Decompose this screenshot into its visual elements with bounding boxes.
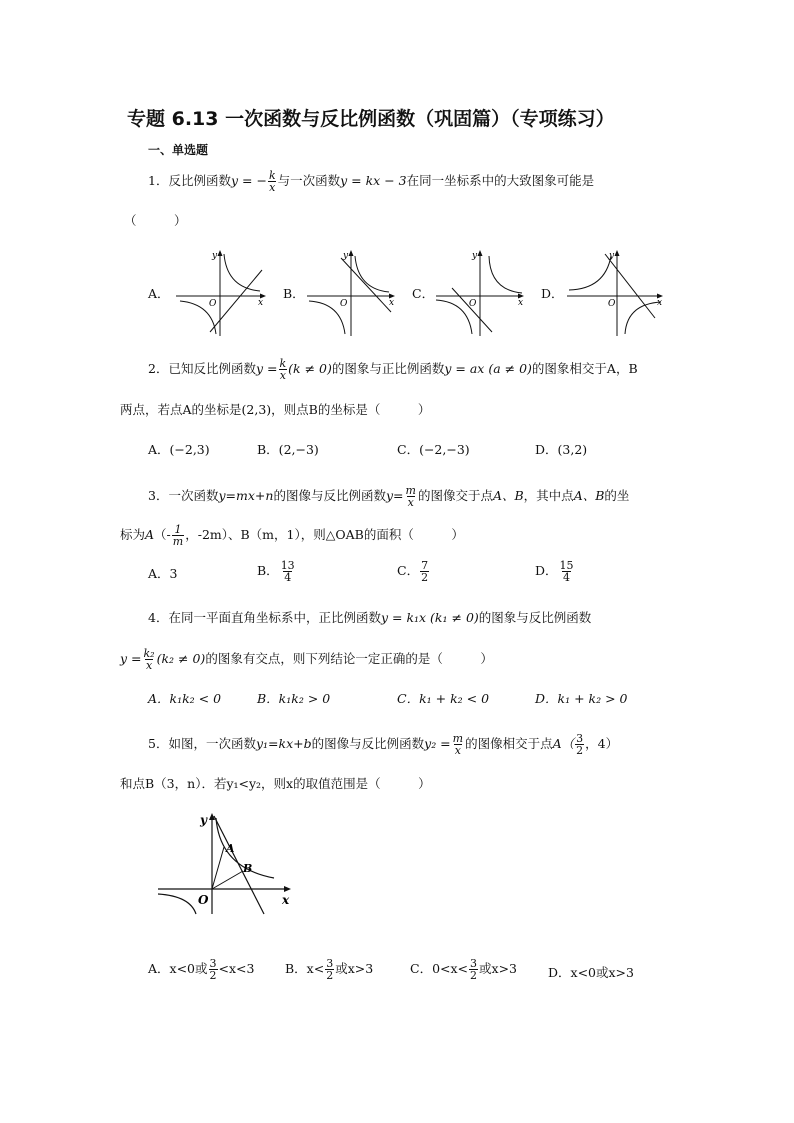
q4-option-c: C．k₁ + k₂ < 0 (397, 691, 490, 706)
q1-option-d-label: D． (541, 286, 564, 301)
fraction: $\frac{1}{m}$ (172, 523, 184, 548)
q1-option-b-label: B． (283, 286, 305, 301)
fraction: $\frac{3}{2}$ (209, 957, 217, 982)
q1-graph-d (565, 246, 669, 338)
axis-x-label: x (657, 298, 663, 308)
axis-y-label: y (472, 251, 478, 261)
origin-label: O (209, 299, 217, 309)
fraction: $\frac{3}{2}$ (326, 957, 334, 982)
fraction: $\frac{3}{2}$ (470, 957, 478, 982)
q1-option-c-label: C． (412, 286, 435, 301)
fraction: $\frac{7}{2}$ (421, 559, 429, 584)
question-5-line-2: 和点B（3，n）．若y₁<y₂，则x的取值范围是（ ） (120, 776, 431, 791)
question-1-line-1: 1．反比例函数y = − $\frac{k}{x}$ 与一次函数y = kx − 3在同一坐标系中的大致图象可能是 (148, 169, 595, 194)
question-number: 1． (148, 173, 169, 188)
q5-option-a: A．x<0或 $\frac{3}{2}$ <x<3 (148, 957, 255, 982)
q3-option-d: D． $\frac{15}{4}$ (535, 559, 574, 584)
question-4-line-1: 4．在同一平面直角坐标系中，正比例函数y = k₁x (k₁ ≠ 0)的图象与反比例函数 (148, 610, 592, 625)
q5-option-c: C．0<x< $\frac{3}{2}$ 或x>3 (410, 957, 517, 982)
q2-option-a: A．(−2,3) (148, 442, 210, 457)
axis-y-label: y (212, 251, 218, 261)
fraction: $\frac{m}{x}$ (452, 732, 464, 757)
question-4-line-2: y = $\frac{\text{k₂}}{x}$ (k₂ ≠ 0)的图象有交点，则下列结论一定正确的是（ ） (120, 647, 493, 672)
x-axis-label: x (282, 893, 290, 907)
q1-graph-b (303, 246, 403, 338)
fraction: $\frac{m}{x}$ (405, 484, 416, 509)
question-3-line-2: 标为A（- $\frac{1}{m}$ ，-2m）、B（m，1），则△OAB的面积（ ） (120, 523, 464, 548)
y-axis-label: y (200, 813, 207, 827)
axis-x-label: x (258, 298, 264, 308)
origin-label: O (469, 299, 477, 309)
answer-paren: （ ） (124, 213, 187, 228)
q1-option-a-label: A． (148, 286, 170, 301)
q4-option-b: B．k₁k₂ > 0 (257, 691, 331, 706)
q2-option-d: D．(3,2) (535, 442, 588, 457)
q3-option-c: C． $\frac{7}{2}$ (397, 559, 429, 584)
axis-y-label: y (609, 251, 615, 261)
fraction: $\frac{13}{4}$ (280, 559, 295, 584)
fraction: $\frac{k}{x}$ (279, 357, 287, 382)
fraction: $\frac{\text{k₂}}{x}$ (143, 647, 155, 672)
fraction: $\frac{k}{x}$ (268, 169, 276, 194)
q5-figure (150, 810, 300, 915)
q5-option-d: D．x<0或x>3 (548, 965, 634, 980)
question-2-line-1: 2．已知反比例函数y = $\frac{k}{x}$ (k ≠ 0)的图象与正比例函数y = ax (a ≠ 0)的图象相交于A，B (148, 357, 638, 382)
section-heading: 一、单选题 (148, 143, 209, 157)
q5-option-b: B．x< $\frac{3}{2}$ 或x>3 (285, 957, 374, 982)
point-a-label: A (226, 842, 235, 855)
q3-option-b: B． $\frac{13}{4}$ (257, 559, 295, 584)
origin-label: O (340, 299, 348, 309)
q1-graph-a (172, 246, 272, 338)
page-title: 专题 6.13 一次函数与反比例函数（巩固篇）（专项练习） (127, 108, 615, 130)
q3-option-a: A．3 (148, 566, 178, 581)
fraction: $\frac{15}{4}$ (559, 559, 574, 584)
axis-x-label: x (389, 298, 395, 308)
origin-label: O (198, 893, 209, 907)
question-5-line-1: 5．如图，一次函数y₁=kx+b的图像与反比例函数y₂ = $\frac{m}{x}$ 的图像相交于点A（ $\frac{3}{2}$ ，4） (148, 732, 619, 757)
question-2-line-2: 两点，若点A的坐标是(2,3)，则点B的坐标是（ ） (120, 402, 431, 417)
axis-x-label: x (518, 298, 524, 308)
axis-y-label: y (343, 251, 349, 261)
origin-label: O (608, 299, 616, 309)
q1-graph-c (432, 246, 532, 338)
point-b-label: B (243, 862, 253, 875)
q4-option-a: A．k₁k₂ < 0 (148, 691, 222, 706)
q4-option-d: D．k₁ + k₂ > 0 (535, 691, 628, 706)
fraction: $\frac{3}{2}$ (576, 732, 584, 757)
q2-option-b: B．(2,−3) (257, 442, 319, 457)
q2-option-c: C．(−2,−3) (397, 442, 470, 457)
question-3-line-1: 3．一次函数y=mx+n的图像与反比例函数y= $\frac{m}{x}$ 的图像交于点A、B，其中点A、B的坐 (148, 484, 630, 509)
